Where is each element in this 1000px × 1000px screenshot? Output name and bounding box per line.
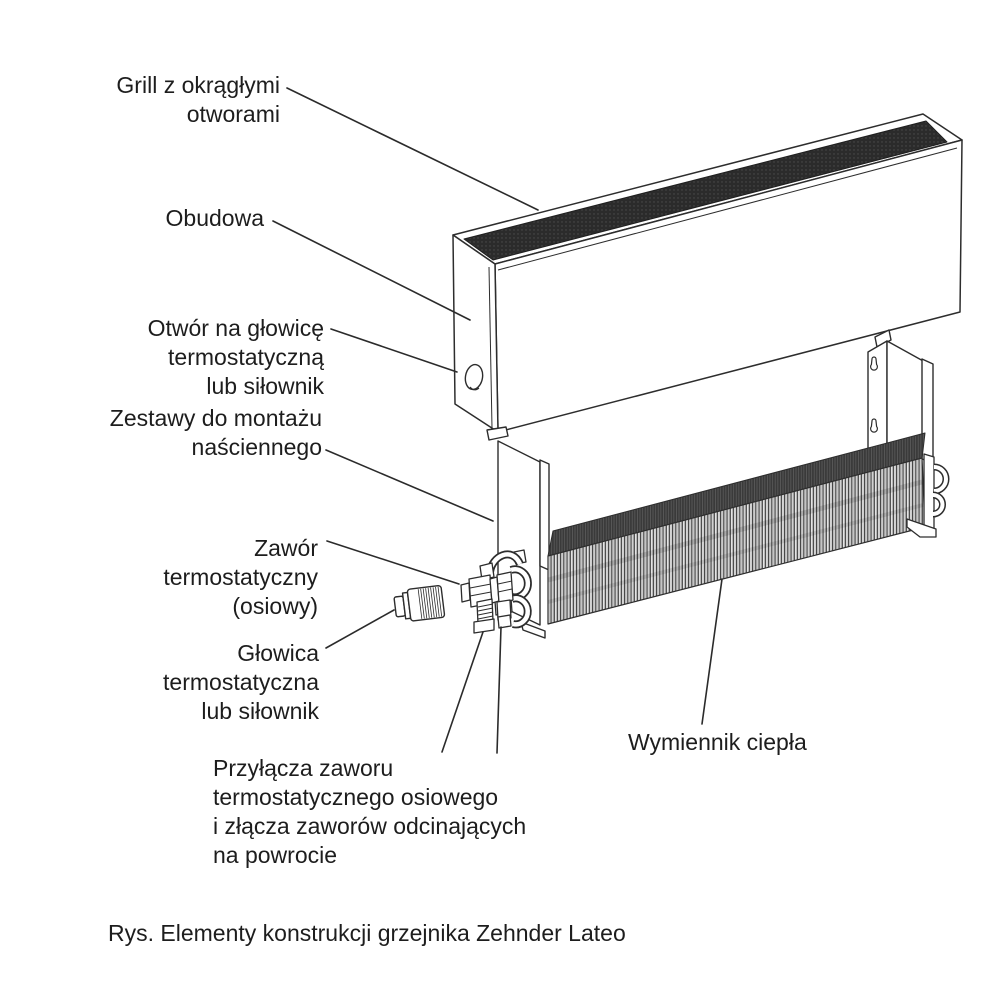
leader-zawor (327, 541, 459, 584)
label-line: otworami (186, 101, 280, 127)
label-line: Obudowa (165, 205, 264, 231)
keyhole-slot (871, 419, 878, 432)
leader-glowica (326, 610, 394, 648)
label-grill (116, 71, 280, 129)
label-line: lub siłownik (206, 373, 324, 399)
label-line: Otwór na głowicę (147, 315, 324, 341)
label-line: na powrocie (213, 842, 338, 868)
keyhole-slot (871, 357, 878, 370)
label-line: Głowica (237, 640, 319, 666)
label-line: termostatycznego osiowego (213, 784, 499, 810)
label-line: Zawór (254, 535, 318, 561)
label-zestawy-montazowe (110, 404, 322, 462)
leader-grill (287, 88, 538, 210)
label-line: Przyłącza zaworu (213, 755, 394, 781)
leader-zestawy (326, 450, 493, 521)
label-line: Wymiennik ciepła (628, 729, 807, 755)
leader-otwor (331, 329, 457, 372)
label-line: i złącza zaworów odcinających (213, 813, 527, 839)
label-wymiennik-ciepla (628, 728, 807, 757)
leader-przylacza-2 (497, 627, 501, 753)
label-zawor-termostatyczny (163, 534, 318, 621)
label-obudowa (166, 204, 264, 233)
label-line: termostatyczna (163, 669, 319, 695)
label-glowica-termostatyczna (163, 639, 319, 726)
label-line: termostatyczną (168, 344, 324, 370)
label-line: naściennego (191, 434, 322, 460)
label-line: Zestawy do montażu (109, 405, 322, 431)
label-line: (osiowy) (232, 593, 318, 619)
label-przylacza-zaworu (213, 754, 526, 870)
label-line: termostatyczny (163, 564, 318, 590)
thermostatic-head-drawing (393, 585, 445, 623)
leader-obudowa (273, 221, 470, 320)
label-line: lub siłownik (201, 698, 319, 724)
label-line: Grill z okrągłymi (116, 72, 280, 98)
leader-wymiennik (702, 579, 722, 724)
figure-caption: Rys. Elementy konstrukcji grzejnika Zehnder Lateo (108, 920, 626, 946)
heat-exchanger-drawing (548, 433, 946, 624)
leader-przylacza-1 (442, 632, 483, 752)
label-otwor-na-glowice (148, 314, 324, 401)
